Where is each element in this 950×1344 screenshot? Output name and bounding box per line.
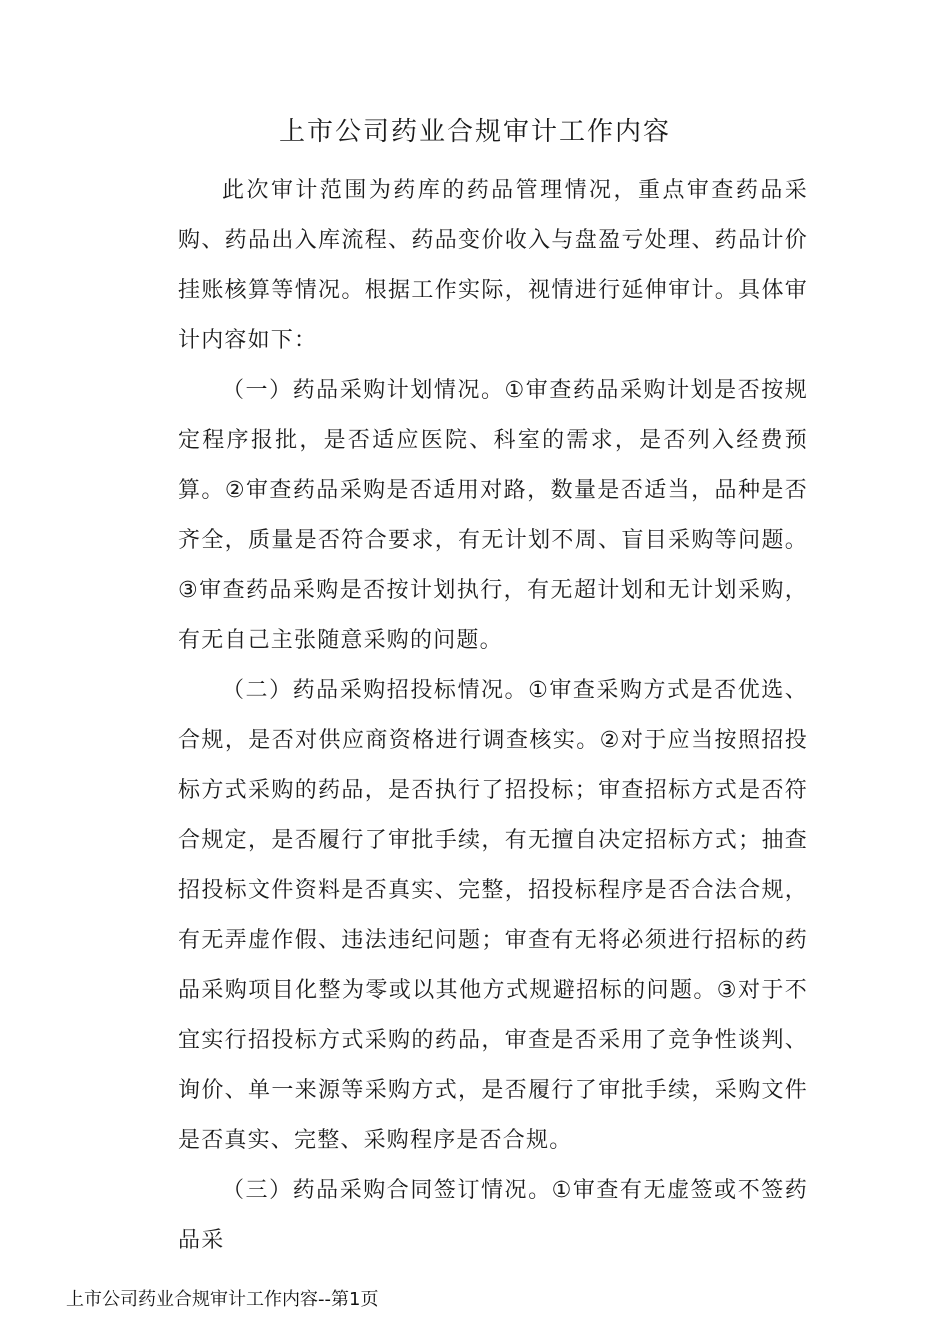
- document-title: 上市公司药业合规审计工作内容: [278, 117, 671, 147]
- paragraph-procurement-plan: （一）药品采购计划情况。①审查药品采购计划是否按规定程序报批，是否适应医院、科室的需求，是否列入经费预算。②审查药品采购是否适用对路，数量是否适当，品种是否齐全，质量是否符合要求，有无计划不周、盲目采购等问题。③审查药品采购是否按计划执行，有无超计划和无计划采购，有无自己主张随意采购的问题。: [178, 378, 808, 653]
- paragraph-intro: 此次审计范围为药库的药品管理情况，重点审查药品采购、药品出入库流程、药品变价收入与盘盈亏处理、药品计价挂账核算等情况。根据工作实际，视情进行延伸审计。具体审计内容如下：: [178, 178, 808, 353]
- page-footer: 上市公司药业合规审计工作内容--第1页: [66, 1289, 379, 1310]
- paragraph-procurement-bidding: （二）药品采购招投标情况。①审查采购方式是否优选、合规，是否对供应商资格进行调查核实。②对于应当按照招投标方式采购的药品，是否执行了招投标；审查招标方式是否符合规定，是否履行了审批手续，有无擅自决定招标方式；抽查招投标文件资料是否真实、完整，招投标程序是否合法合规，有无弄虚作假、违法违纪问题；审查有无将必须进行招标的药品采购项目化整为零或以其他方式规避招标的问题。③对于不宜实行招投标方式采购的药品，审查是否采用了竞争性谈判、询价、单一来源等采购方式，是否履行了审批手续，采购文件是否真实、完整、采购程序是否合规。: [178, 678, 808, 1153]
- paragraph-procurement-contract: （三）药品采购合同签订情况。①审查有无虚签或不签药品采: [178, 1178, 808, 1253]
- document-body: [178, 166, 808, 1266]
